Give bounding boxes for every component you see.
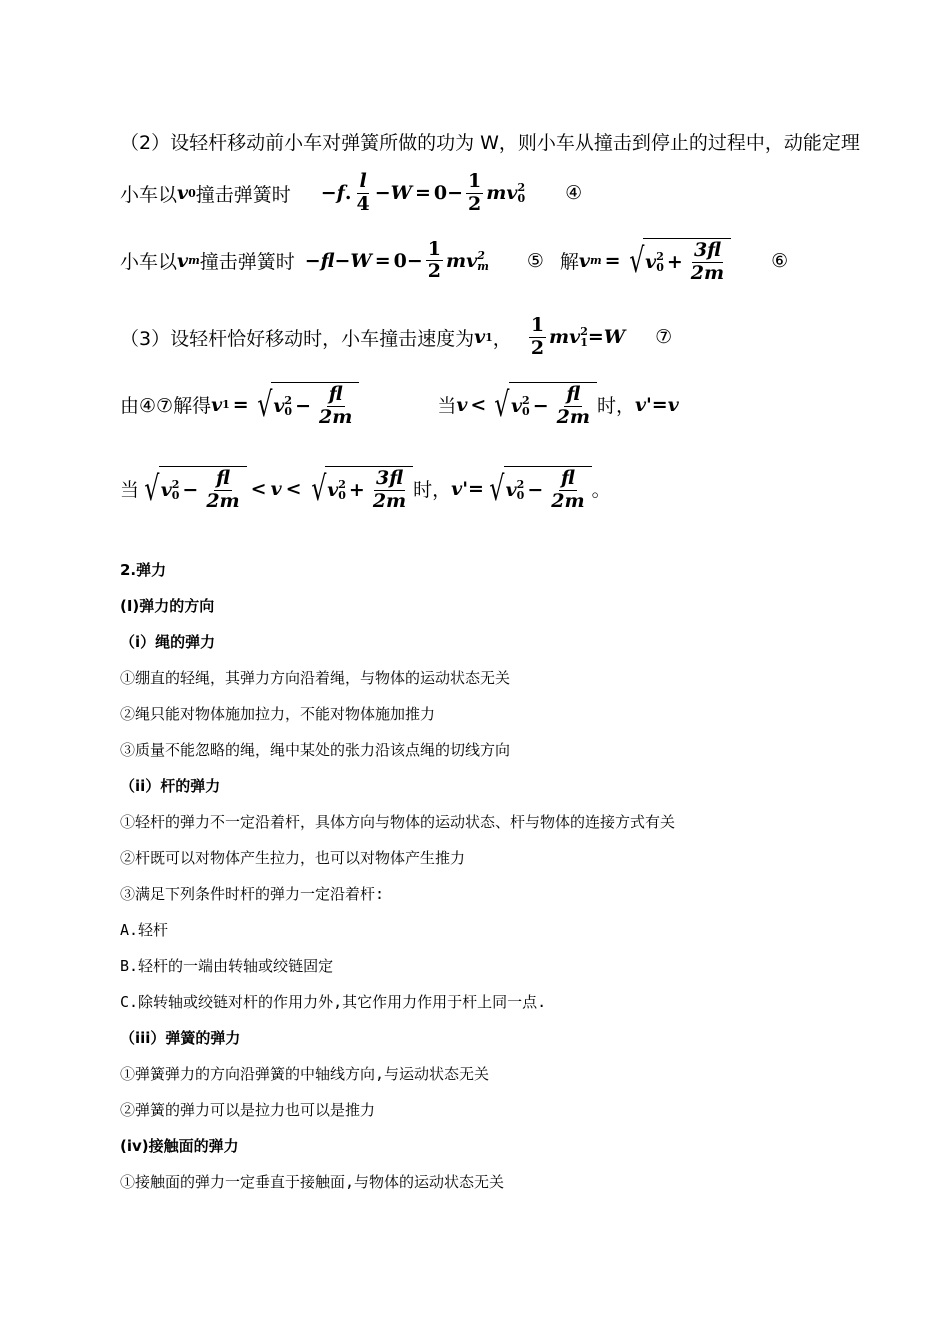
l4-half-num: 1 [530, 314, 545, 336]
l3-mv: mv [446, 249, 478, 272]
section-heading: 2.弹力 [120, 561, 167, 579]
l5-fraction-fl-2m [317, 385, 354, 428]
l3-solve: 解 [559, 251, 579, 274]
l3-minus: − [406, 249, 423, 272]
l3-sub: m [477, 259, 489, 273]
l4-eq: =W [587, 326, 626, 349]
l2-sub0: 0 [188, 186, 196, 200]
l6-c-sup: 2 [516, 478, 525, 492]
l5-shi: 时， [596, 395, 635, 418]
l5-rsup: 2 [284, 394, 293, 408]
l6-shi: 时， [413, 479, 452, 502]
topic-heading: （ii）杆的弹力 [120, 777, 221, 795]
topic-heading: （iii）弹簧的弹力 [120, 1029, 241, 1047]
l5-v: v [211, 393, 223, 416]
l5-rsup2: 2 [522, 394, 530, 408]
l2-fraction-l-4 [354, 172, 371, 215]
l5-sqrt-2: √ v 2 0 − $\frac{fl}{2m}$ [491, 382, 597, 428]
l5-frac2-num: fl [566, 383, 581, 405]
l3-rv: v [645, 251, 657, 274]
l3-lhs: −fl−W [304, 249, 372, 272]
l6-a-sub: 0 [171, 489, 180, 503]
l6-a-den: 2m [206, 489, 240, 512]
topic-heading: （i）绳的弹力 [120, 633, 216, 651]
l6-fraction-a [204, 469, 241, 512]
l3-half-den: 2 [427, 260, 442, 283]
equation-line-4 [120, 316, 672, 359]
l4-prefix: （3）设轻杆恰好移动时，小车撞击速度为 [120, 327, 475, 350]
equation-line-5 [120, 382, 679, 428]
l2-f: f [336, 182, 345, 205]
l2-sub: 0 [517, 192, 526, 206]
l3-eq: = [374, 249, 391, 272]
l6-a-v: v [160, 479, 172, 502]
l5-prefix: 由④⑦解得 [120, 395, 212, 418]
l2-mid: 撞击弹簧时 [195, 183, 291, 206]
l3-plus: + [666, 251, 683, 274]
l5-res: v'=v [634, 393, 679, 416]
equation-line-2 [120, 172, 582, 215]
l6-end: 。 [591, 479, 611, 502]
text-line: A.轻杆 [120, 921, 169, 939]
l6-sqrt-c: √ v 2 0 − $\frac{fl}{2m}$ [486, 466, 592, 512]
l6-sqrt-b: √ v 2 0 + $\frac{3fl}{2m}$ [308, 466, 414, 512]
l5-rv: v [273, 395, 285, 418]
l5-eq: = [232, 393, 249, 416]
l6-fraction-c [549, 469, 586, 512]
text-line: ②杆既可以对物体产生拉力，也可以对物体产生推力 [120, 849, 466, 867]
l6-a-sup: 2 [171, 478, 180, 492]
l3-sqrt: √ v 2 0 + $\frac{3fl}{2m}$ [626, 238, 732, 284]
text-line: ①接触面的弹力一定垂直于接触面,与物体的运动状态无关 [120, 1173, 505, 1191]
l6-b-sup: 2 [338, 478, 346, 492]
l5-minus2: − [532, 395, 549, 418]
l6-b-plus: + [348, 479, 365, 502]
l4-sup: 2 [580, 325, 588, 339]
text-line: B.轻杆的一端由转轴或绞链固定 [120, 957, 334, 975]
l5-rv2: v [510, 395, 523, 418]
l3-sub2: m [589, 254, 602, 268]
l2-half-den: 2 [468, 192, 482, 215]
l5-frac-den: 2m [319, 405, 353, 428]
equation-line-1 [120, 128, 860, 155]
text-line: ①轻杆的弹力不一定沿着杆，具体方向与物体的运动状态、杆与物体的连接方式有关 [120, 813, 676, 831]
l6-a-num: fl [216, 467, 230, 489]
l5-sub: 1 [222, 398, 230, 412]
l6-a-minus: − [182, 479, 199, 502]
l6-sqrt-a: √ v 2 0 − $\frac{fl}{2m}$ [141, 466, 247, 512]
l6-res-v: v'= [451, 477, 484, 500]
l2-minus: − [374, 182, 391, 205]
l3-rsub: 0 [656, 261, 664, 275]
l3-mid: 撞击弹簧时 [199, 251, 295, 274]
l3-rfrac-den: 2m [690, 261, 725, 284]
l2-neg: − [320, 182, 337, 205]
equation-line-6 [120, 466, 611, 512]
l5-minus: − [295, 395, 311, 418]
l2-frac-num: l [359, 170, 367, 192]
text-line: ③质量不能忽略的绳，绳中某处的张力沿该点绳的切线方向 [120, 741, 511, 759]
l4-mv: mv [549, 326, 581, 349]
l2-prefix: 小车以 [120, 183, 178, 206]
l5-rsub: 0 [284, 405, 293, 419]
text-line: ①弹簧弹力的方向沿弹簧的中轴线方向,与运动状态无关 [120, 1065, 490, 1083]
l4-sub: 1 [485, 330, 493, 344]
l3-mark1: ⑤ [526, 249, 544, 272]
l3-v: v [177, 249, 189, 272]
l3-fraction-half [426, 237, 443, 283]
l2-W: W [390, 182, 412, 205]
l5-sqrt: √ v 2 0 − $\frac{fl}{2m}$ [254, 382, 360, 428]
l4-comma: ， [492, 327, 512, 350]
l6-when: 当 [120, 479, 140, 502]
l2-dot: . [344, 182, 352, 205]
l2-frac-den: 4 [356, 192, 370, 215]
l6-fraction-b [371, 469, 408, 512]
l2-minus2: − [447, 182, 464, 205]
l3-zero: 0 [393, 249, 407, 272]
l3-rsup: 2 [656, 250, 664, 264]
l6-c-num: fl [561, 467, 575, 489]
l3-mark2: ⑥ [771, 249, 789, 272]
l4-v: v [474, 326, 486, 349]
subsection-heading: (I)弹力的方向 [120, 597, 215, 615]
l6-c-den: 2m [551, 489, 585, 512]
l4-mark: ⑦ [655, 326, 673, 349]
l6-b-den: 2m [372, 489, 407, 512]
l5-when: 当 [437, 395, 457, 418]
l4-sub2: 1 [580, 336, 588, 350]
l6-c-sub: 0 [516, 489, 525, 503]
l5-frac-num: fl [328, 383, 343, 405]
l6-c-v: v [505, 479, 517, 502]
l2-fraction-half [466, 172, 483, 215]
l5-v2: v [456, 393, 468, 416]
l5-rsub2: 0 [522, 405, 530, 419]
l3-fraction-3fl-2m [689, 241, 726, 284]
l6-c-minus: − [527, 479, 544, 502]
l2-v: v [177, 182, 189, 205]
topic-heading: (iv)接触面的弹力 [120, 1137, 239, 1155]
l3-half-num: 1 [427, 237, 442, 260]
text-line: ②弹簧的弹力可以是拉力也可以是推力 [120, 1101, 376, 1119]
l3-sup: 2 [477, 248, 485, 262]
text-line: ③满足下列条件时杆的弹力一定沿着杆: [120, 885, 385, 903]
l6-mid-v: v [270, 477, 282, 500]
l6-b-v: v [327, 479, 339, 502]
text-line: C.除转轴或绞链对杆的作用力外,其它作用力作用于杆上同一点. [120, 993, 547, 1011]
l6-lt1: < [250, 477, 267, 500]
l6-b-num: 3fl [375, 467, 404, 489]
l2-mv: mv [486, 182, 518, 205]
l5-fraction-2 [555, 385, 592, 428]
equation-line-3 [120, 238, 788, 284]
l3-prefix: 小车以 [120, 251, 178, 274]
l3-eq2: = [604, 249, 621, 272]
l3-v2: v [578, 249, 590, 272]
l2-sup: 2 [517, 181, 526, 195]
l2-mark: ④ [565, 182, 583, 205]
l2-half-num: 1 [468, 170, 482, 192]
l6-b-sub: 0 [338, 489, 346, 503]
line-1-text: （2）设轻杆移动前小车对弹簧所做的功为 W，则小车从撞击到停止的过程中，动能定理 [120, 132, 860, 154]
l2-zero: 0 [433, 182, 448, 205]
l6-lt2: < [285, 477, 302, 500]
l3-rfrac-num: 3fl [693, 239, 721, 261]
l5-frac2-den: 2m [556, 405, 590, 428]
l4-half-den: 2 [530, 336, 545, 359]
text-line: ②绳只能对物体施加拉力，不能对物体施加推力 [120, 705, 436, 723]
l2-eq: = [414, 182, 431, 205]
l4-fraction-half [529, 316, 546, 359]
text-line: ①绷直的轻绳，其弹力方向沿着绳，与物体的运动状态无关 [120, 669, 511, 687]
l3-sub-m: m [188, 254, 200, 268]
l5-lt: < [470, 393, 487, 416]
